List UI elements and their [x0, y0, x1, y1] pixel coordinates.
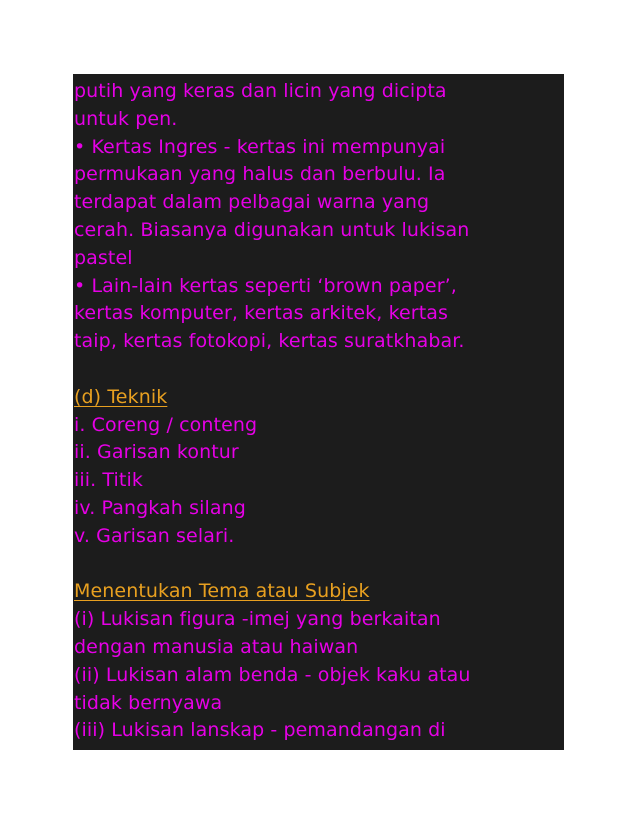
text-line: pastel: [74, 246, 133, 269]
text-line: cerah. Biasanya digunakan untuk lukisan: [74, 218, 470, 241]
text-line: putih yang keras dan licin yang dicipta: [74, 80, 447, 102]
tema-heading-link[interactable]: Menentukan Tema atau Subjek: [74, 580, 370, 603]
tema-line: (i) Lukisan figura -imej yang berkaitan: [74, 608, 441, 631]
teknik-section: [74, 384, 564, 551]
teknik-item: iii. Titik: [74, 469, 143, 492]
teknik-item: iv. Pangkah silang: [74, 496, 246, 519]
tema-line: (ii) Lukisan alam benda - objek kaku atau: [74, 663, 471, 686]
spacer: [74, 356, 564, 384]
text-line: • Kertas Ingres - kertas ini mempunyai: [74, 135, 446, 158]
text-line: terdapat dalam pelbagai warna yang: [74, 191, 430, 214]
tema-line: tidak bernyawa: [74, 691, 223, 714]
teknik-heading-link[interactable]: (d) Teknik: [74, 385, 168, 408]
teknik-item: v. Garisan selari.: [74, 524, 235, 547]
text-line: • Lain-lain kertas seperti ‘brown paper’,: [74, 274, 457, 297]
text-panel: [73, 74, 564, 750]
text-line: kertas komputer, kertas arkitek, kertas: [74, 302, 448, 325]
tema-heading-line: [74, 578, 564, 606]
tema-section: [74, 578, 564, 745]
text-line: untuk pen.: [74, 107, 178, 130]
teknik-heading-line: [74, 384, 564, 412]
text-line: taip, kertas fotokopi, kertas suratkhabar.: [74, 330, 465, 353]
teknik-item: i. Coreng / conteng: [74, 413, 258, 436]
spacer: [74, 551, 564, 579]
tema-line: (iii) Lukisan lanskap - pemandangan di: [74, 719, 446, 742]
text-line: permukaan yang halus dan berbulu. Ia: [74, 163, 446, 186]
tema-line: dengan manusia atau haiwan: [74, 635, 359, 658]
teknik-item: ii. Garisan kontur: [74, 441, 239, 464]
paper-types-paragraph: [74, 78, 564, 356]
